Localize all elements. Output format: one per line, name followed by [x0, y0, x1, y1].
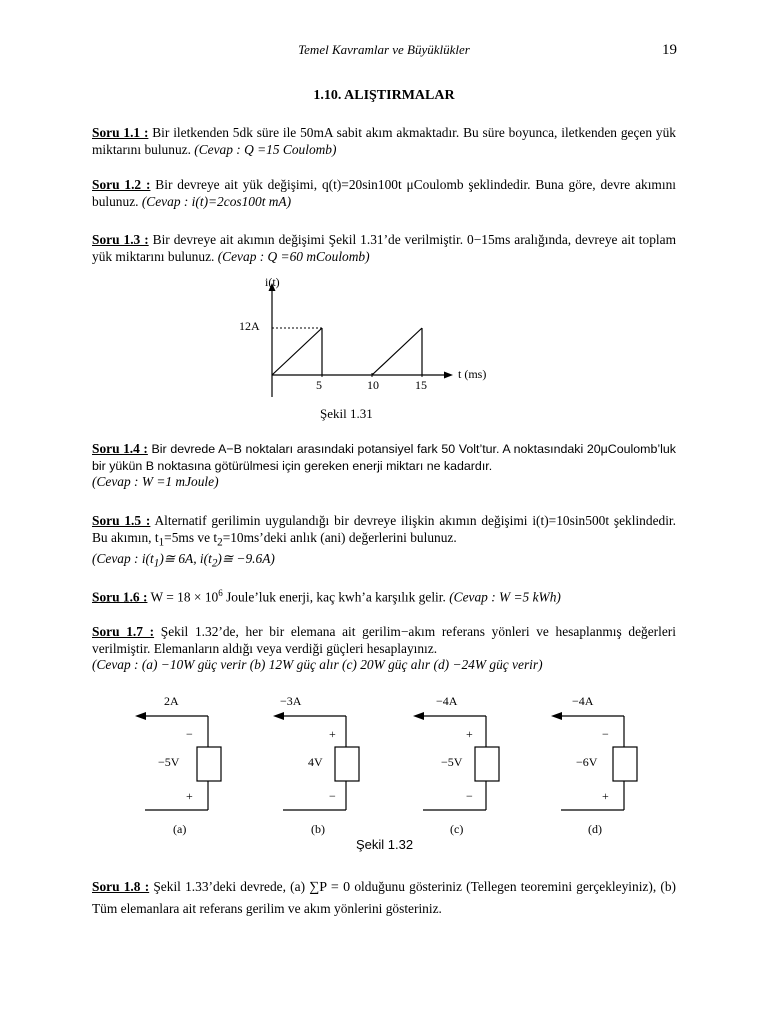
- bottom-polarity-sign: +: [602, 789, 609, 803]
- problem-text: olduğunu gösteriniz (Tellegen teoremini gerçekleyiniz), (b) Tüm elemanlara ait referans gerilim ve akım yönlerini gösteriniz.: [92, 879, 676, 916]
- x-tick-label: 15: [415, 378, 427, 392]
- problem-answer: (Cevap : Q =60 mCoulomb): [217, 248, 370, 264]
- element-tag: (b): [311, 822, 325, 836]
- problem-label: Soru 1.3 :: [92, 232, 149, 247]
- problem-formula: ∑P = 0: [309, 880, 351, 895]
- x-tick-label: 10: [367, 378, 379, 392]
- problem-1-2: [92, 177, 676, 210]
- element-tag: (d): [588, 822, 602, 836]
- top-polarity-sign: −: [186, 727, 193, 741]
- problem-answer: (Cevap : (a) −10W güç verir (b) 12W güç alır (c) 20W güç alır (d) −24W güç verir): [92, 657, 543, 672]
- problem-answer: (Cevap : W =5 kWh): [449, 589, 561, 605]
- top-polarity-sign: +: [329, 727, 336, 741]
- subscript: 2: [217, 536, 223, 549]
- problem-answer: (Cevap : i(t)=2cos100t mA): [141, 193, 292, 209]
- current-ramp-segment: [272, 328, 322, 375]
- problem-text: Şekil 1.32’de, her bir elemana ait gerilim−akım referans yönleri ve hesaplanmış değerleri verilmiştir. Elemanların aldığı veya verdiği güçleri hesaplayınız.: [92, 624, 676, 656]
- problem-1-3: [92, 232, 676, 265]
- problem-text: Bir devreye ait akımın değişimi Şekil 1.31’de verilmiştir. 0−15ms aralığında, devreye ait toplam yük miktarını bulunuz.: [92, 232, 676, 264]
- circuit-element-b: [273, 694, 359, 836]
- running-head: Temel Kavramlar ve Büyüklükler: [298, 42, 470, 57]
- section-title: 1.10. ALIŞTIRMALAR: [313, 88, 455, 103]
- problem-text: Şekil 1.33’deki devrede, (a): [149, 879, 310, 894]
- current-label: −4A: [436, 694, 458, 708]
- problem-1-6: [92, 585, 676, 606]
- figure-1-32-caption: Şekil 1.32: [356, 837, 414, 852]
- problem-answer: (Cevap : Q =15 Coulomb): [194, 141, 337, 157]
- x-axis-arrow: [444, 372, 453, 379]
- top-polarity-sign: −: [602, 727, 609, 741]
- current-label: 2A: [164, 694, 179, 708]
- bottom-polarity-sign: −: [329, 789, 336, 803]
- y-axis-label: i(t): [265, 275, 280, 289]
- x-axis-label: t (ms): [458, 367, 487, 381]
- figure-1-32: [120, 690, 660, 840]
- problem-1-5: [92, 513, 676, 572]
- top-polarity-sign: +: [466, 727, 473, 741]
- problem-text: =10ms’deki anlık (ani) değerlerini bulunuz.: [222, 529, 457, 545]
- bottom-polarity-sign: −: [466, 789, 473, 803]
- element-tag: (a): [173, 822, 187, 836]
- problem-text: =5ms ve t: [164, 529, 218, 545]
- voltage-label: 4V: [308, 755, 323, 769]
- problem-text: Bir iletkenden 5dk süre ile 50mA sabit akım akmaktadır. Bu süre boyunca, iletkenden geçen yük miktarını bulunuz.: [92, 125, 676, 157]
- problem-label: Soru 1.4 :: [92, 441, 148, 456]
- problem-text: Bir devreye ait yük değişimi, q(t)=20sin100t μCoulomb şeklindedir. Buna göre, devre akımını bulunuz.: [92, 177, 676, 209]
- page-number: 19: [662, 42, 677, 58]
- subscript: 1: [158, 536, 165, 549]
- problem-label: Soru 1.8 :: [92, 879, 150, 894]
- problem-label: Soru 1.5 :: [92, 513, 151, 528]
- problem-text: Joule’luk enerji, kaç kwh’a karşılık gelir.: [222, 589, 450, 605]
- problem-1-7: [92, 624, 676, 674]
- problem-label: Soru 1.1 :: [92, 125, 149, 140]
- circuit-element-c: [413, 694, 499, 836]
- current-ramp-segment: [372, 328, 422, 375]
- circuit-element-d: [551, 694, 637, 836]
- circuit-element-a: [135, 694, 221, 836]
- problem-text: Bir devrede A−B noktaları arasındaki potansiyel fark 50 Volt’tur. A noktasındaki 20μCoulomb’luk bir yükün B noktasına götürülmesi için gereken enerji miktarı ne kadardır.: [92, 442, 676, 473]
- problem-1-1: [92, 125, 676, 158]
- y-tick-label: 12A: [239, 319, 260, 333]
- problem-label: Soru 1.2 :: [92, 177, 151, 192]
- problem-label: Soru 1.7 :: [92, 624, 155, 639]
- element-tag: (c): [450, 822, 464, 836]
- x-tick-label: 5: [316, 378, 322, 392]
- problem-text: Alternatif gerilimin uygulandığı bir devreye ilişkin akımın değişimi i(t)=10sin500t şeklindedir. Bu akımın, t: [92, 513, 676, 545]
- problem-1-8: [92, 876, 676, 919]
- problem-label: Soru 1.6 :: [92, 589, 148, 605]
- voltage-label: −5V: [158, 755, 180, 769]
- current-label: −4A: [572, 694, 594, 708]
- current-label: −3A: [280, 694, 302, 708]
- bottom-polarity-sign: +: [186, 789, 193, 803]
- figure-1-31-caption: Şekil 1.31: [320, 406, 373, 421]
- problem-answer: (Cevap : $i(t_1)≅$ 6A, $i(t_2)≅ -9.6A$): [92, 550, 275, 570]
- voltage-label: −6V: [576, 755, 598, 769]
- problem-answer: (Cevap : W =1 mJoule): [92, 474, 219, 489]
- voltage-label: −5V: [441, 755, 463, 769]
- problem-formula: W = 18 × 10: [147, 589, 219, 605]
- figure-1-31-graph: [225, 272, 515, 402]
- superscript: 6: [218, 588, 223, 598]
- problem-1-4: [92, 441, 676, 491]
